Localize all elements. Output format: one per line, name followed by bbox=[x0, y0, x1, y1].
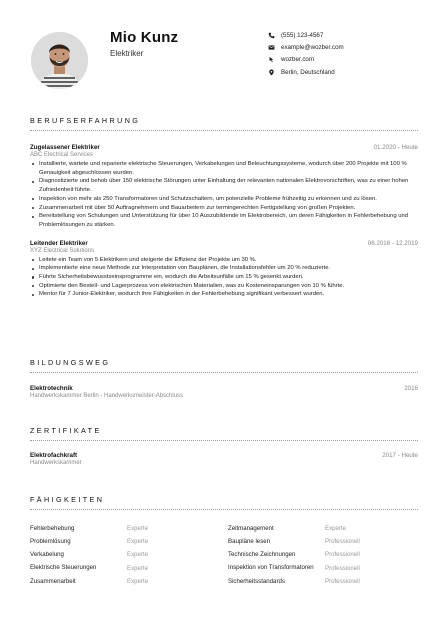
job-entry-company: ABC Electrical Services bbox=[30, 152, 94, 158]
bullet-item: Führte Sicherheitsbewusstseinsprogramme ein, wodurch die Arbeitsunfälle um 15 % gesenkt wurden. bbox=[30, 273, 418, 282]
skills-column-left bbox=[30, 522, 220, 588]
skill-level: Professionell bbox=[325, 538, 360, 546]
section-divider bbox=[30, 440, 418, 441]
skill-row bbox=[30, 562, 220, 575]
contact-website bbox=[268, 54, 344, 66]
job-entry-bullets bbox=[30, 160, 418, 230]
skill-name: Zeitmanagement bbox=[228, 524, 274, 532]
section-heading-experience: BERUFSERFAHRUNG bbox=[30, 116, 141, 125]
section-heading-certificates: ZERTIFIKATE bbox=[30, 426, 102, 435]
skill-row bbox=[228, 575, 418, 588]
skill-row bbox=[30, 535, 220, 548]
skill-row bbox=[228, 562, 418, 575]
section-divider bbox=[30, 372, 418, 373]
skill-level: Experte bbox=[127, 564, 149, 572]
experience-section bbox=[30, 116, 418, 299]
skills-section bbox=[30, 495, 418, 588]
certificate-entry bbox=[30, 452, 418, 466]
job-entry-bullets bbox=[30, 256, 418, 300]
skills-column-right bbox=[228, 522, 418, 588]
person-photo-icon bbox=[31, 32, 88, 89]
certificate-date: 2017 - Heute bbox=[382, 452, 418, 459]
skill-name: Fehlerbehebung bbox=[30, 524, 75, 532]
bullet-item: Leitete ein Team von 5 Elektrikern und steigerte die Effizienz der Projekte um 30 %. bbox=[30, 256, 418, 265]
education-date: 2016 bbox=[404, 385, 418, 392]
job-title: Elektriker bbox=[110, 49, 144, 58]
skill-level: Experte bbox=[127, 551, 149, 559]
contact-email bbox=[268, 41, 344, 53]
contact-location bbox=[268, 66, 344, 78]
skill-name: Inspektion von Transformatoren bbox=[228, 564, 314, 572]
skill-level: Experte bbox=[127, 577, 149, 585]
job-entry-title: Zugelassener Elektriker bbox=[30, 144, 100, 151]
contact-phone bbox=[268, 29, 344, 41]
skill-row bbox=[30, 575, 220, 588]
certificates-section bbox=[30, 426, 418, 466]
job-entry bbox=[30, 240, 418, 300]
skill-name: Technische Zeichnungen bbox=[228, 551, 296, 559]
bullet-item: Optimierte den Bestell- und Lagerprozess von elektrischen Materialien, was zu Kosteneinsparungen von 10 % führte. bbox=[30, 282, 418, 291]
bullet-item: Implementierte eine neue Methode zur Interpretation von Bauplänen, die Installationsfehler um 20 % reduzierte. bbox=[30, 264, 418, 273]
skill-row bbox=[228, 522, 418, 535]
job-entry-company: XYZ Electrical Solutions bbox=[30, 247, 95, 254]
section-heading-skills: FÄHIGKEITEN bbox=[30, 495, 105, 504]
skill-row bbox=[228, 535, 418, 548]
contact-list bbox=[268, 29, 344, 78]
skill-row bbox=[30, 522, 220, 535]
skill-name: Sicherheitsstandards bbox=[228, 577, 285, 585]
skill-level: Professionell bbox=[325, 551, 360, 559]
section-heading-education: BILDUNGSWEG bbox=[30, 358, 111, 367]
candidate-name: Mio Kunz bbox=[110, 29, 179, 46]
skill-name: Verkabelung bbox=[30, 551, 64, 559]
skill-level: Experte bbox=[325, 525, 347, 533]
contact-website-text[interactable]: wozber.com bbox=[281, 56, 315, 64]
envelope-icon bbox=[268, 44, 275, 51]
contact-location-text: Berlin, Deutschland bbox=[281, 68, 335, 76]
skill-level: Professionell bbox=[325, 577, 360, 585]
education-entry bbox=[30, 385, 418, 399]
skill-name: Problemlösung bbox=[30, 538, 71, 546]
contact-email-text[interactable]: example@wozber.com bbox=[281, 43, 344, 51]
skill-level: Experte bbox=[127, 538, 149, 546]
contact-phone-text[interactable]: (555) 123-4567 bbox=[281, 31, 324, 39]
bullet-item: Diagnostizierte und behob über 150 elektrische Störungen unter Einhaltung der relevanten nationalen Elektrovorschriften, was zu einer hohen Zufriedenheit führte. bbox=[30, 177, 418, 194]
job-entry-title: Leitender Elektriker bbox=[30, 239, 88, 247]
bullet-item: Zusammenarbeit mit über 50 Auftragnehmern und Bauarbeitern zur termingerechten Fertigstellung von großen Projekten. bbox=[30, 204, 418, 213]
education-institution: Handwerkskammer Berlin - Handwerksmeister-Abschluss bbox=[30, 393, 184, 399]
certificate-title: Elektrofachkraft bbox=[30, 452, 78, 459]
skills-grid bbox=[30, 522, 418, 588]
skill-row bbox=[30, 548, 220, 561]
avatar bbox=[31, 32, 88, 89]
education-title: Elektrotechnik bbox=[30, 385, 73, 392]
job-entry-date: 01.2020 - Heute bbox=[373, 144, 418, 151]
bullet-item: Bereitstellung von Schulungen und Unterstützung für über 10 Auszubildende im Elektrobereich, um deren Fähigkeiten in Fehlerbehebung und Problemlösungen zu stärken. bbox=[30, 212, 418, 229]
skill-level: Experte bbox=[127, 525, 149, 533]
phone-icon bbox=[268, 32, 275, 39]
job-entry-date: 06.2016 - 12.2019 bbox=[367, 239, 418, 247]
bullet-item: Inspektion von mehr als 250 Transformatoren und Schutzschaltern, um potenzielle Probleme frühzeitig zu erkennen und zu lösen. bbox=[30, 195, 418, 204]
skill-name: Elektrische Steuerungen bbox=[30, 564, 97, 572]
link-icon bbox=[268, 56, 275, 63]
skill-name: Baupläne lesen bbox=[228, 538, 271, 546]
bullet-item: Installierte, wartete und reparierte elektrische Steuerungen, Verkabelungen und Beleuchtungssysteme, wodurch über 200 Projekte mit 100 % Genauigkeit abgeschlossen wurden. bbox=[30, 160, 418, 177]
skill-row bbox=[228, 548, 418, 561]
section-divider bbox=[30, 130, 418, 131]
certificate-issuer: Handwerkskammer bbox=[30, 460, 82, 466]
bullet-item: Mentor für 7 Junior-Elektriker, wodurch ihre Fähigkeiten in der Fehlerbehebung signifikant verbessert wurden. bbox=[30, 290, 418, 299]
job-entry bbox=[30, 144, 418, 230]
education-section bbox=[30, 358, 418, 399]
location-pin-icon bbox=[268, 69, 275, 76]
skill-name: Zusammenarbeit bbox=[30, 577, 76, 585]
section-divider bbox=[30, 509, 418, 510]
skill-level: Professionell bbox=[325, 564, 360, 572]
